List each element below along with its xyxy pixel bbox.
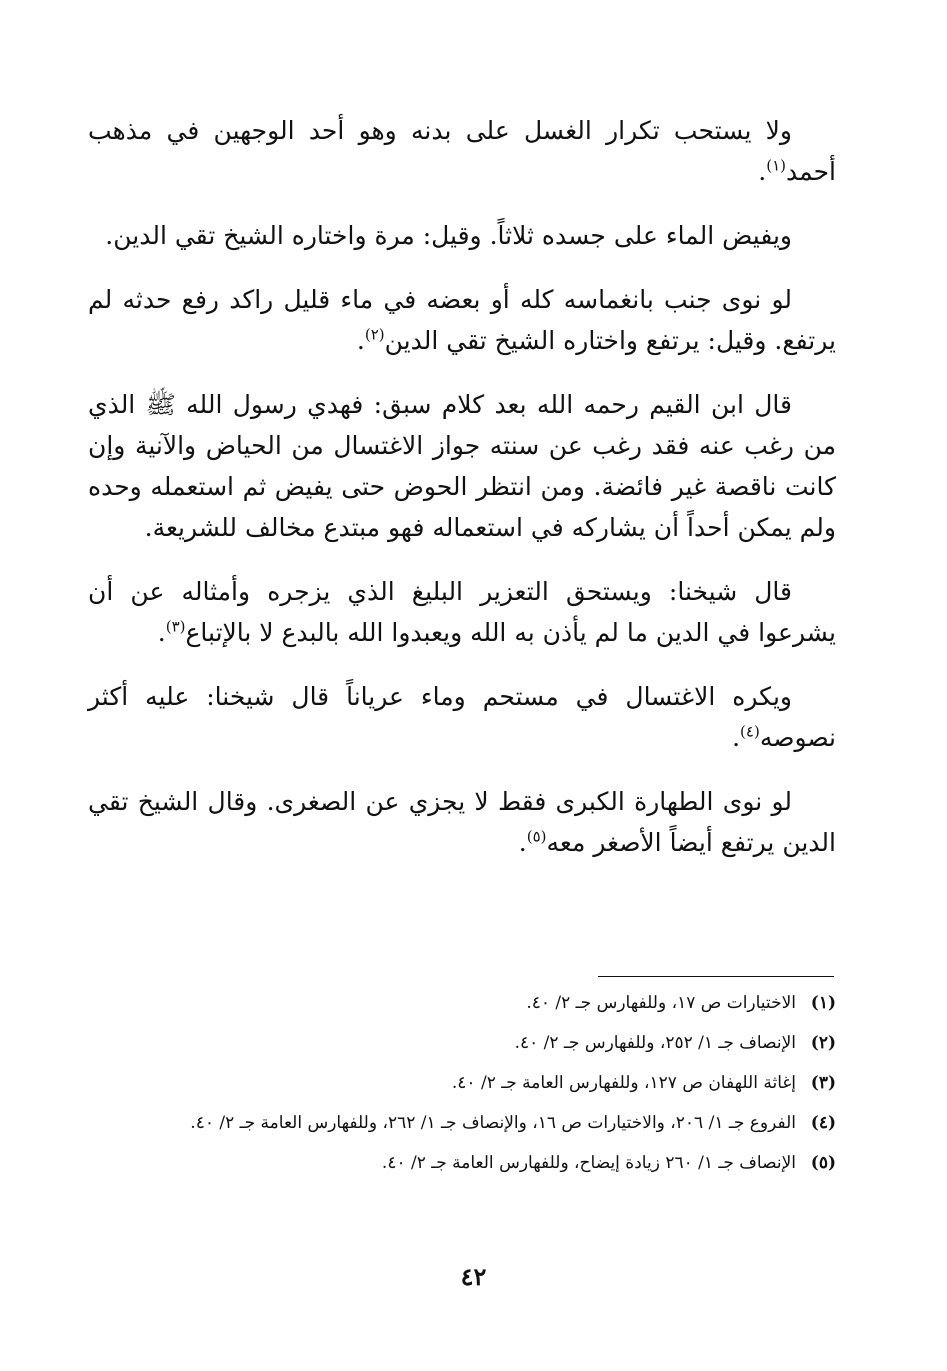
paragraph-end: . bbox=[732, 723, 741, 752]
footnote-text: الفروع جـ ١/ ٢٠٦، والاختيارات ص ١٦، والإنصاف جـ ١/ ٢٦٢، وللفهارس العامة جـ ٢/ ٤٠. bbox=[190, 1113, 796, 1133]
footnote-ref-1: (١) bbox=[766, 156, 787, 175]
footnote-number: (٥) bbox=[810, 1153, 836, 1173]
footnote-text: إغاثة اللهفان ص ١٢٧، وللفهارس العامة جـ ٢/ ٤٠. bbox=[451, 1073, 796, 1093]
footnote-number: (٢) bbox=[810, 1033, 836, 1053]
paragraph-1 bbox=[88, 110, 836, 192]
footnote-ref-2: (٢) bbox=[364, 325, 385, 344]
footnotes bbox=[88, 988, 836, 1188]
paragraph-end: . bbox=[157, 618, 166, 647]
paragraph-end: . bbox=[758, 157, 767, 186]
footnote-separator bbox=[598, 976, 834, 977]
paragraph-text: لو نوى الطهارة الكبرى فقط لا يجزي عن الصغرى. وقال الشيخ تقي الدين يرتفع أيضاً الأصغر معه bbox=[88, 787, 836, 857]
footnote-number: (٣) bbox=[810, 1073, 836, 1093]
paragraph-4 bbox=[88, 384, 836, 548]
paragraph-text: ويكره الاغتسال في مستحم وماء عرياناً قال شيخنا: عليه أكثر نصوصه bbox=[88, 682, 836, 752]
footnote-2 bbox=[88, 1028, 836, 1059]
footnote-ref-5: (٥) bbox=[526, 827, 547, 846]
footnote-text: الإنصاف جـ ١/ ٢٥٢، وللفهارس جـ ٢/ ٤٠. bbox=[514, 1033, 796, 1053]
paragraph-text: قال شيخنا: ويستحق التعزير البليغ الذي يزجره وأمثاله عن أن يشرعوا في الدين ما لم يأذن به الله ويعبدوا الله بالبدع لا بالإتباع bbox=[88, 577, 836, 647]
footnote-text: الاختيارات ص ١٧، وللفهارس جـ ٢/ ٤٠. bbox=[526, 993, 796, 1013]
paragraph-end: . bbox=[518, 828, 527, 857]
paragraph-text: ولا يستحب تكرار الغسل على بدنه وهو أحد الوجهين في مذهب أحمد bbox=[88, 116, 836, 186]
paragraph-6 bbox=[88, 676, 836, 758]
paragraph-2 bbox=[88, 215, 836, 256]
paragraph-end: . bbox=[356, 326, 365, 355]
main-text bbox=[88, 110, 836, 886]
paragraph-text: لو نوى جنب بانغماسه كله أو بعضه في ماء قليل راكد رفع حدثه لم يرتفع. وقيل: يرتفع واختاره الشيخ تقي الدين bbox=[88, 285, 836, 355]
page-number: ٤٢ bbox=[460, 1262, 487, 1291]
footnote-ref-3: (٣) bbox=[165, 617, 186, 636]
footnote-ref-4: (٤) bbox=[740, 722, 760, 741]
paragraph-5 bbox=[88, 571, 836, 653]
footnote-1 bbox=[88, 988, 836, 1019]
footnote-4 bbox=[88, 1108, 836, 1139]
footnote-text: الإنصاف جـ ١/ ٢٦٠ زيادة إيضاح، وللفهارس العامة جـ ٢/ ٤٠. bbox=[381, 1153, 796, 1173]
paragraph-text: قال ابن القيم رحمه الله بعد كلام سبق: فهدي رسول الله ﷺ الذي من رغب عنه فقد رغب عن سنته جواز الاغتسال من الحياض والآنية وإن كانت ناقصة غير فائضة. ومن انتظر الحوض حتى يفيض ثم استعمله وحده ولم يمكن أحداً أن يشاركه في استعماله فهو مبتدع مخالف للشريعة. bbox=[88, 390, 836, 542]
paragraph-7 bbox=[88, 781, 836, 863]
footnote-5 bbox=[88, 1148, 836, 1179]
paragraph-text: ويفيض الماء على جسده ثلاثاً. وقيل: مرة واختاره الشيخ تقي الدين. bbox=[105, 221, 792, 250]
footnote-number: (١) bbox=[810, 993, 836, 1013]
paragraph-3 bbox=[88, 279, 836, 361]
footnote-number: (٤) bbox=[810, 1113, 836, 1133]
footnote-3 bbox=[88, 1068, 836, 1099]
